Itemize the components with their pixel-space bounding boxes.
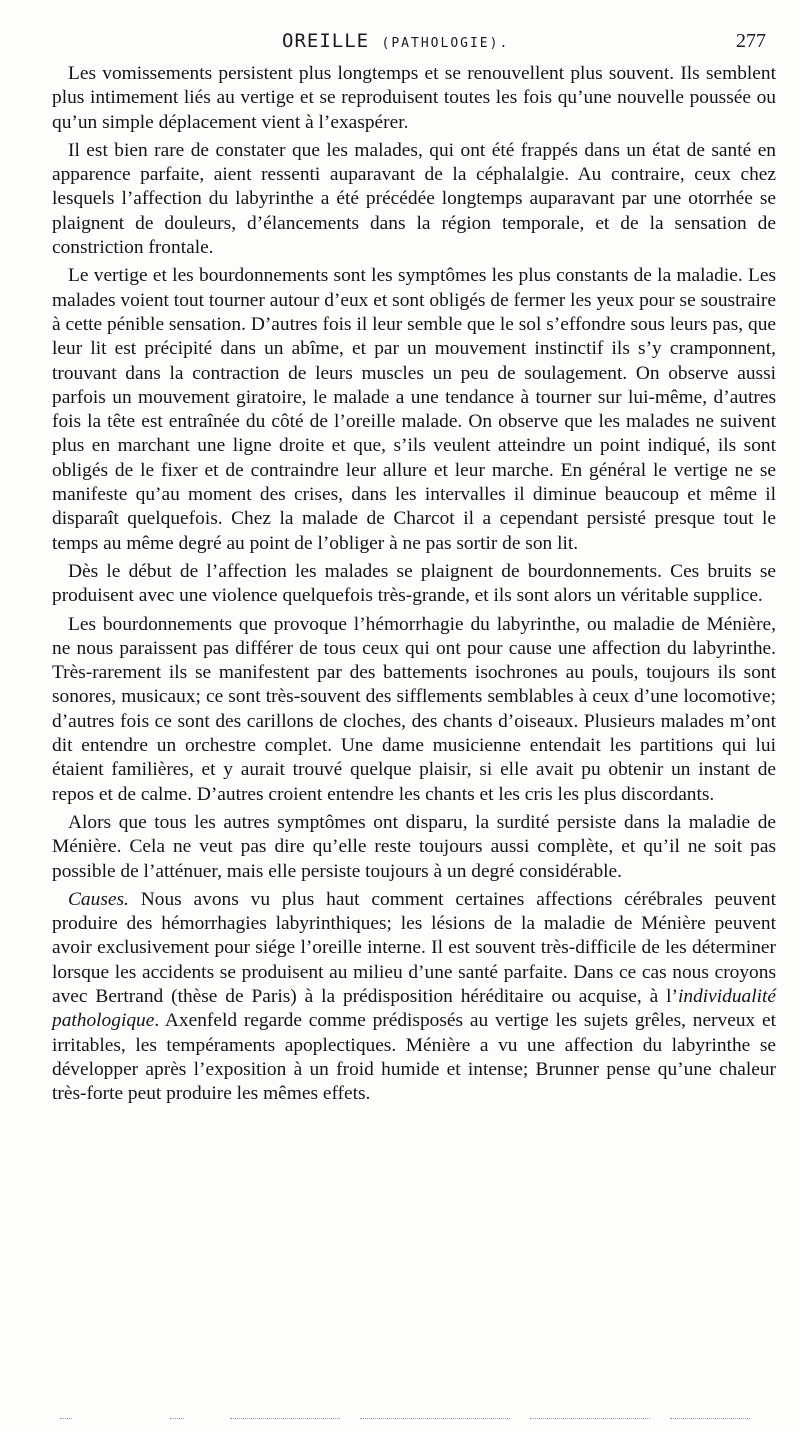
footer-rule-segment xyxy=(360,1418,510,1420)
body-text xyxy=(52,62,776,1110)
footer-rule-segment xyxy=(60,1418,72,1420)
running-title-subtitle: (PATHOLOGIE). xyxy=(381,36,510,51)
running-title xyxy=(282,30,509,52)
running-title-main: OREILLE xyxy=(282,30,370,52)
footer-rule-segment xyxy=(670,1418,750,1420)
footer-rule xyxy=(60,1418,760,1421)
page-number: 277 xyxy=(736,30,766,52)
paragraph-causes xyxy=(52,888,776,1107)
running-head xyxy=(60,30,772,62)
causes-text-after: . Axenfeld regarde comme prédisposés au vertige les sujets grêles, nerveux et irritables, les tempéraments apoplectiques. Ménière a vu une affection du labyrinthe se développer après l’exposition à un froid humide et intense; Brunner pense qu’une chaleur très-forte peut produire les mêmes effets. xyxy=(52,1010,776,1105)
causes-text-before: Nous avons vu plus haut comment certaines affections cérébrales peuvent produire des hémorrhagies labyrinthiques; les lésions de la maladie de Ménière peuvent avoir exclusivement pour siége l’oreille interne. Il est souvent très-difficile de les déterminer lorsque les accidents se produisent au milieu d’une santé parfaite. Dans ce cas nous croyons avec Bertrand (thèse de Paris) à la prédisposition héréditaire ou acquise, à l’ xyxy=(52,888,776,1007)
paragraph-vomissements: Les vomissements persistent plus longtemps et se renouvellent plus souvent. Ils semblent plus intimement liés au vertige et se reproduisent toutes les fois qu’une nouvelle poussée ou qu’un simple déplacement vient à l’exaspérer. xyxy=(52,63,776,133)
paragraph-vertige: Le vertige et les bourdonnements sont les symptômes les plus constants de la maladie. Les malades voient tout tourner autour d’eux et sont obligés de fermer les yeux pour se soustraire à cette pénible sensation. D’autres fois il leur semble que le sol s’effondre sous leurs pas, que leur lit est précipité dans un abîme, et par un mouvement instinctif ils s’y cramponnent, trouvant dans la contraction de leurs muscles un peu de soulagement. On observe aussi parfois un mouvement giratoire, le malade a une tendance à tourner sur lui-même, d’autres fois la tête est entraînée du côté de l’oreille malade. On observe que les malades ne suivent plus en marchant une ligne droite et que, s’ils veulent atteindre un point indiqué, ils sont obligés de le fixer et de contraindre leur allure et leur marche. En général le vertige ne se manifeste qu’au moment des crises, dans les intervalles il diminue beaucoup et même il disparaît quelquefois. Chez la malade de Charcot il a cependant persisté presque tout le temps au même degré au point de l’obliger à ne pas sortir de son lit. xyxy=(52,265,776,554)
footer-rule-segment xyxy=(170,1418,184,1420)
footer-rule-segment xyxy=(230,1418,340,1420)
paragraph-cephalalgie: Il est bien rare de constater que les malades, qui ont été frappés dans un état de santé en apparence parfaite, aient ressenti auparavant de la céphalalgie. Au contraire, ceux chez lesquels l’affection du labyrinthe a été précédée longtemps auparavant par une otorrhée se plaignent de douleurs, d’élancements dans la région temporale, et de la sensation de constriction frontale. xyxy=(52,139,776,259)
causes-emphasis: individualité pathologique xyxy=(52,985,776,1032)
causes-label: Causes. xyxy=(68,888,129,910)
paragraph-bourdonnements-debut: Dès le début de l’affection les malades se plaignent de bourdonnements. Ces bruits se produisent avec une violence quelquefois très-grande, et ils sont alors un véritable supplice. xyxy=(52,560,776,607)
paragraph-surdite: Alors que tous les autres symptômes ont disparu, la surdité persiste dans la maladie de Ménière. Cela ne veut pas dire qu’elle reste toujours aussi complète, et qu’il ne soit pas possible de l’atténuer, mais elle persiste toujours à un degré considérable. xyxy=(52,811,776,882)
paragraph-bourdonnements: Les bourdonnements que provoque l’hémorrhagie du labyrinthe, ou maladie de Ménière, ne nous paraissent pas différer de tous ceux qui ont pour cause une affection du labyrinthe. Très-rarement ils se manifestent par des battements isochrones au pouls, toujours ils sont sonores, musicaux; ce sont très-souvent des sifflements semblables à ceux d’une locomotive; d’autres fois ce sont des carillons de cloches, des chants d’oiseaux. Plusieurs malades m’ont dit entendre un orchestre complet. Une dame musicienne entendait les partitions qui lui étaient familières, et y aurait trouvé quelque plaisir, si elle avait pu obtenir un instant de repos et de calme. D’autres croient entendre les chants et les cris les plus discordants. xyxy=(52,613,776,805)
footer-rule-segment xyxy=(530,1418,650,1420)
